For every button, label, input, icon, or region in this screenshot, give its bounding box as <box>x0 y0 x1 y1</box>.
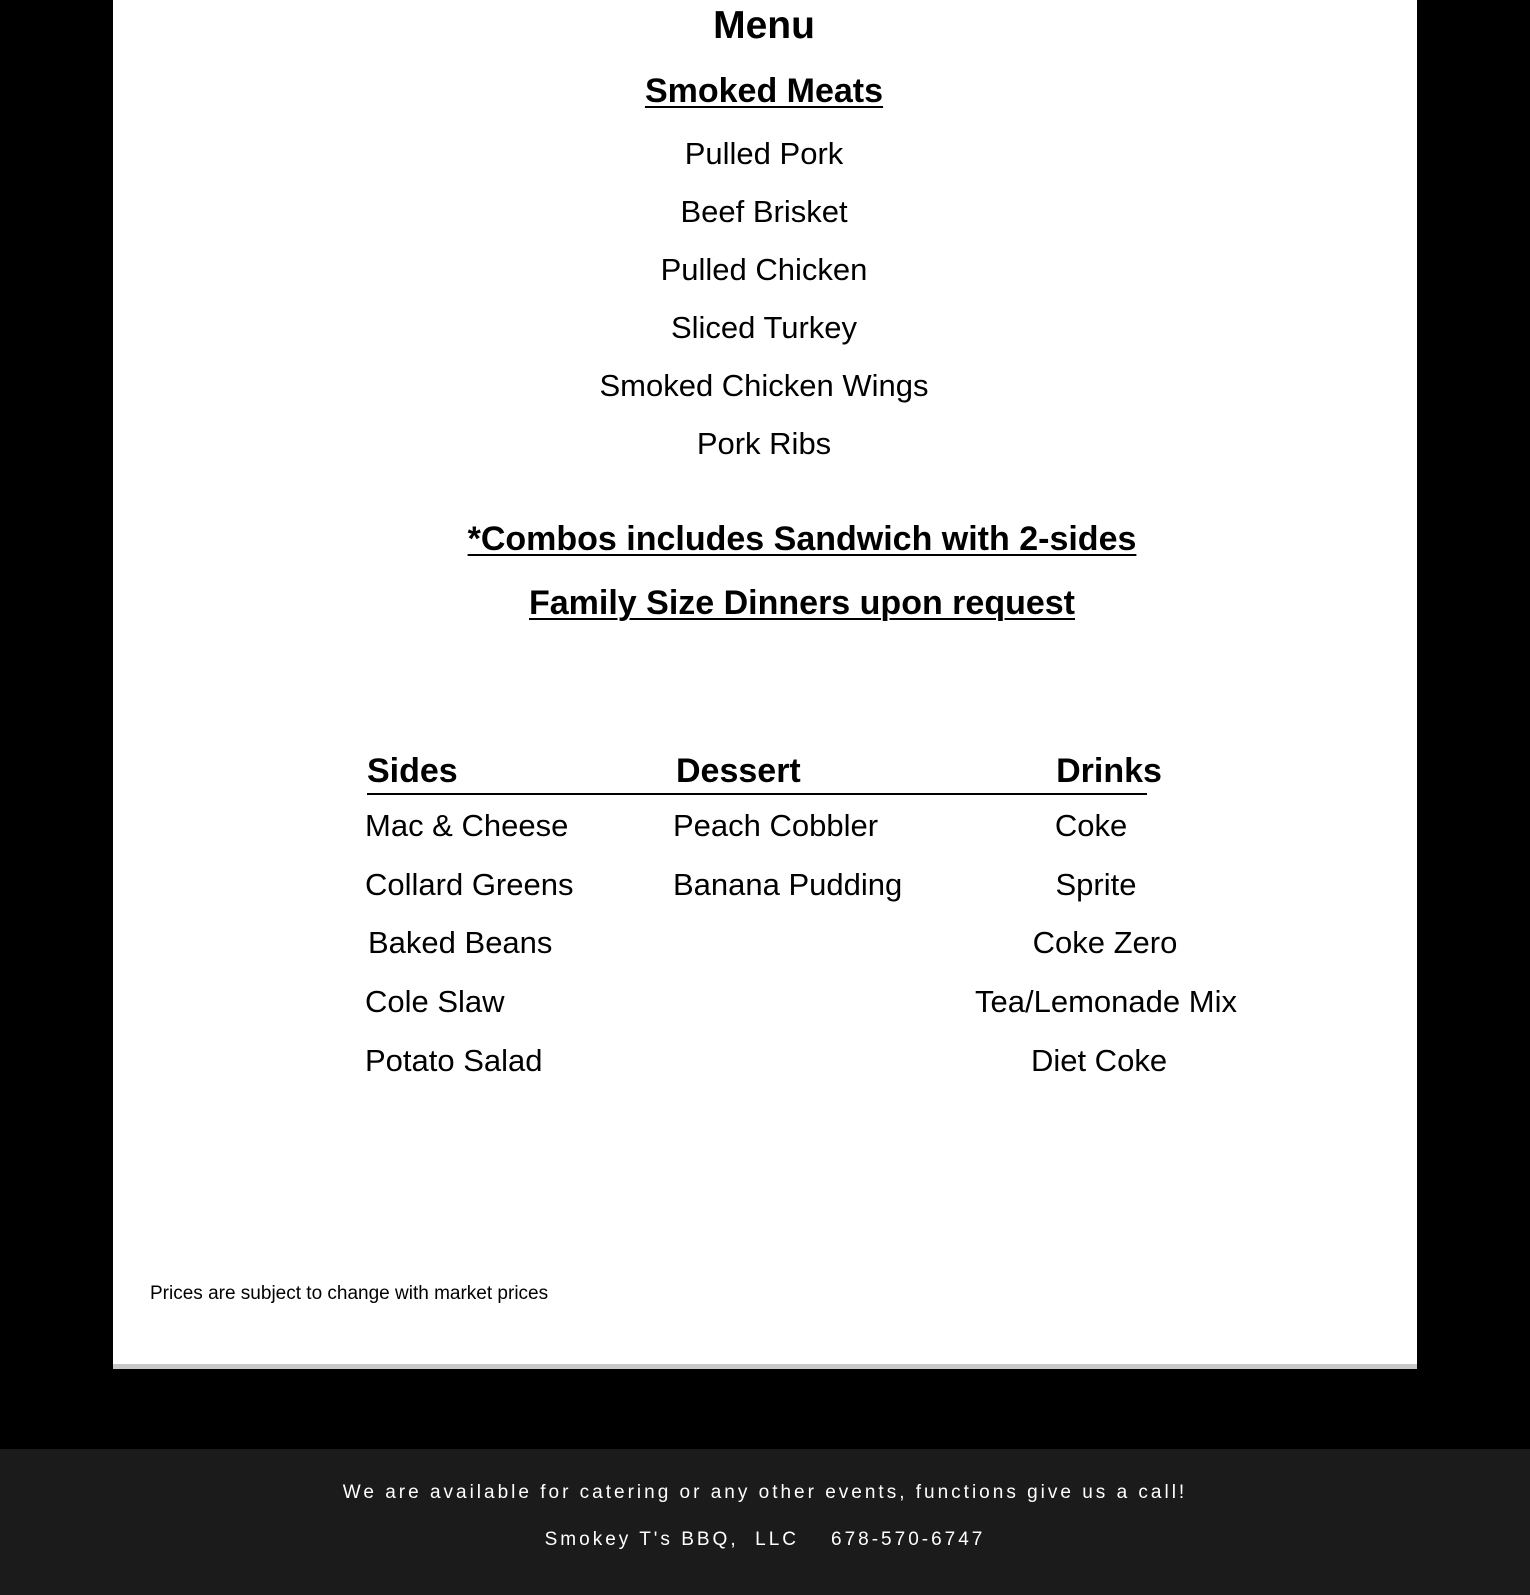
menu-page <box>113 0 1417 1369</box>
phone-number[interactable]: 678-570-6747 <box>831 1529 986 1550</box>
side-item: Collard Greens <box>365 867 574 902</box>
dessert-item: Banana Pudding <box>673 867 903 902</box>
drink-item: Coke <box>1054 808 1128 843</box>
meat-item: Pulled Chicken <box>660 252 868 287</box>
site-footer <box>0 1449 1530 1595</box>
drink-item: Coke Zero <box>1032 925 1178 960</box>
column-header-rule <box>367 793 1147 795</box>
drink-item: Diet Coke <box>1030 1043 1168 1078</box>
dessert-item: Peach Cobbler <box>673 808 879 843</box>
side-item: Cole Slaw <box>365 984 505 1019</box>
menu-title: Menu <box>713 4 815 47</box>
sides-heading: Sides <box>367 752 458 790</box>
side-item: Mac & Cheese <box>365 808 569 843</box>
business-name: Smokey T's BBQ, LLC <box>544 1529 800 1550</box>
meat-item: Pulled Pork <box>684 136 844 171</box>
meat-item: Beef Brisket <box>680 194 848 229</box>
drink-item: Sprite <box>1055 867 1137 902</box>
smoked-meats-heading: Smoked Meats <box>644 72 884 110</box>
catering-message: We are available for catering or any other events, functions give us a call! <box>342 1482 1188 1503</box>
side-item: Potato Salad <box>365 1043 543 1078</box>
family-size-note: Family Size Dinners upon request <box>528 584 1076 622</box>
dessert-heading: Dessert <box>676 752 801 790</box>
meat-item: Smoked Chicken Wings <box>599 368 929 403</box>
side-item: Baked Beans <box>368 925 553 960</box>
contact-line <box>0 1529 1530 1551</box>
drink-item: Tea/Lemonade Mix <box>975 984 1237 1019</box>
meat-item: Sliced Turkey <box>670 310 858 345</box>
price-disclaimer: Prices are subject to change with market prices <box>150 1283 549 1304</box>
combo-note: *Combos includes Sandwich with 2-sides <box>467 520 1137 558</box>
meat-item: Pork Ribs <box>696 426 832 461</box>
drinks-heading: Drinks <box>1056 752 1162 790</box>
